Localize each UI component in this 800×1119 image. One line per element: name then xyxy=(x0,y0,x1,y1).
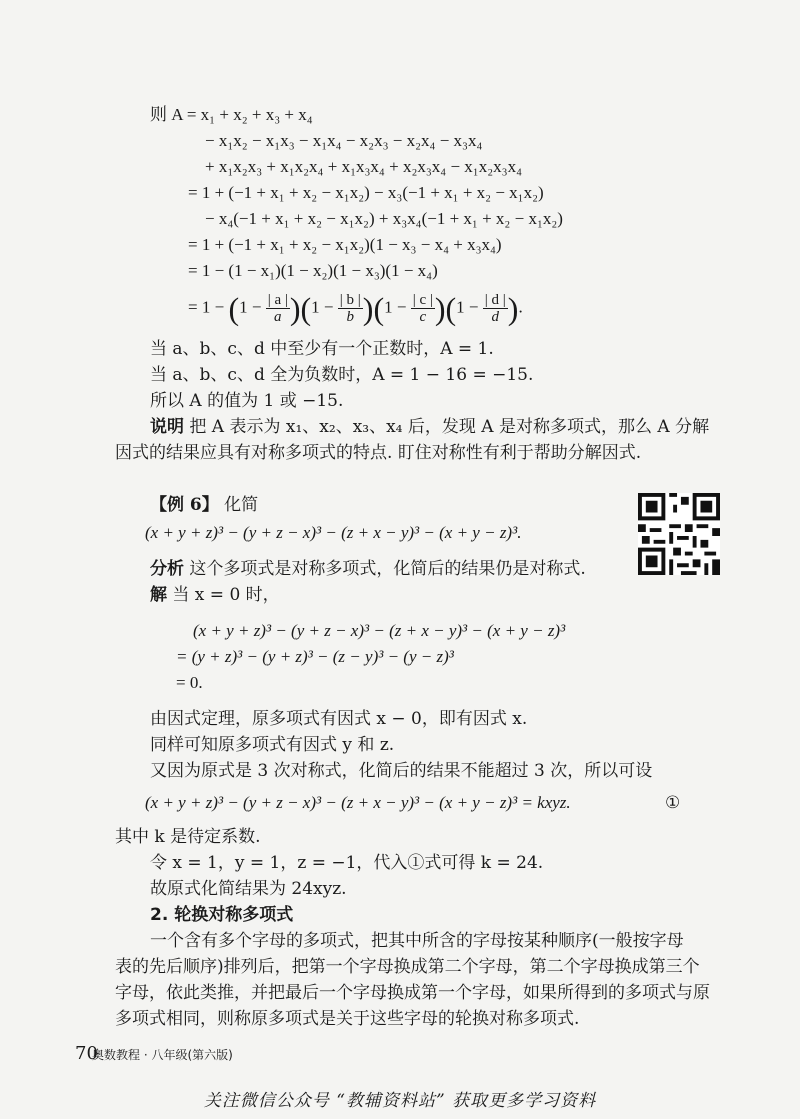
note-label: 说明 xyxy=(150,417,184,437)
derivation-final-line: = 1 − (1 − $\frac{| a |}{a}$ )(1 − $\frac{| b |}{b}$ )(1 − $\frac{| c |}{c}$ )(1 − $\frac{| d |}{d}$ ). xyxy=(188,290,523,327)
paragraph-line: 字母，依此类推，并把最后一个字母换成第一个字母，如果所得到的多项式与原 xyxy=(115,983,710,1003)
calc-line: (x + y + z)³ − (y + z − x)³ − (z + x − y)³ − (x + y − z)³ xyxy=(193,621,566,640)
footer-banner: 关注微信公众号 “教辅资料站” 获取更多学习资料 xyxy=(203,1091,597,1111)
body-line: 又因为原式是 3 次对称式，化简后的结果不能超过 3 次，所以可设 xyxy=(150,761,653,781)
derivation-line: 则 A = x₁ + x₂ + x₃ + x₄ xyxy=(150,105,313,124)
section-heading: 2. 轮换对称多项式 xyxy=(150,905,294,925)
solution-label: 解 xyxy=(150,585,167,605)
analysis-line: 分析 这个多项式是对称多项式，化简后的结果仍是对称式. xyxy=(150,559,586,579)
derivation-line: = 1 + (−1 + x₁ + x₂ − x₁x₂) − x₃(−1 + x₁ + x₂ − x₁x₂) xyxy=(188,183,544,202)
paragraph-line: 多项式相同，则称原多项式是关于这些字母的轮换对称多项式. xyxy=(115,1009,580,1029)
example-heading xyxy=(150,494,258,516)
paragraph-line: 一个含有多个字母的多项式，把其中所含的字母按某种顺序(一般按字母 xyxy=(150,931,684,951)
fraction: $\frac{| b |}{b}$ xyxy=(339,292,361,325)
note-continuation: 因式的结果应具有对称多项式的特点. 盯住对称性有利于帮助分解因式. xyxy=(115,443,642,463)
example-title: 化简 xyxy=(218,495,259,515)
body-line: 令 x = 1，y = 1，z = −1，代入①式可得 k = 24. xyxy=(150,853,544,873)
derivation-line: = 1 + (−1 + x₁ + x₂ − x₁x₂)(1 − x₃ − x₄ + x₃x₄) xyxy=(188,235,502,254)
fraction: $\frac{| a |}{a}$ xyxy=(267,292,288,325)
qr-code xyxy=(638,493,720,575)
derivation-line: − x₄(−1 + x₁ + x₂ − x₁x₂) + x₃x₄(−1 + x₁ + x₂ − x₁x₂) xyxy=(205,209,563,228)
calc-line: = (y + z)³ − (y + z)³ − (z − y)³ − (y − z)³ xyxy=(176,647,454,666)
note-text: 把 A 表示为 x₁、x₂、x₃、x₄ 后，发现 A 是对称多项式，那么 A 分解 xyxy=(184,417,710,437)
fraction: $\frac{| c |}{c}$ xyxy=(412,292,433,325)
paragraph-line: 表的先后顺序)排列后，把第一个字母换成第二个字母，第二个字母换成第三个 xyxy=(115,957,700,977)
conclusion-line: 所以 A 的值为 1 或 −15. xyxy=(150,391,344,411)
example-expression: (x + y + z)³ − (y + z − x)³ − (z + x − y)³ − (x + y − z)³. xyxy=(145,523,522,542)
body-line: 故原式化简结果为 24xyz. xyxy=(150,879,347,899)
derivation-line: − x₁x₂ − x₁x₃ − x₁x₄ − x₂x₃ − x₂x₄ − x₃x₄ xyxy=(205,131,483,150)
final-lead: = 1 − xyxy=(188,297,225,317)
note-paragraph xyxy=(150,416,709,438)
fraction: $\frac{| d |}{d}$ xyxy=(484,292,506,325)
body-line: 由因式定理，原多项式有因式 x − 0，即有因式 x. xyxy=(150,709,528,729)
equation-line: (x + y + z)³ − (y + z − x)³ − (z + x − y)³ − (x + y − z)³ = kxyz. xyxy=(145,793,571,812)
example-label: 【例 6】 xyxy=(150,495,219,515)
calc-line: = 0. xyxy=(176,673,203,692)
book-title: 奥数教程 · 八年级(第六版) xyxy=(92,1048,233,1062)
conclusion-line: 当 a、b、c、d 中至少有一个正数时，A = 1. xyxy=(150,339,494,359)
body-line: 其中 k 是待定系数. xyxy=(115,827,261,847)
derivation-line: = 1 − (1 − x₁)(1 − x₂)(1 − x₃)(1 − x₄) xyxy=(188,261,438,280)
body-line: 同样可知原多项式有因式 y 和 z. xyxy=(150,735,395,755)
conclusion-line: 当 a、b、c、d 全为负数时，A = 1 − 16 = −15. xyxy=(150,365,534,385)
solution-line: 解 当 x = 0 时， xyxy=(150,585,280,605)
derivation-line: + x₁x₂x₃ + x₁x₂x₄ + x₁x₃x₄ + x₂x₃x₄ − x₁x₂x₃x₄ xyxy=(205,157,523,176)
equation-tag: ① xyxy=(665,793,681,813)
page-number: 70 xyxy=(75,1043,98,1064)
analysis-label: 分析 xyxy=(150,559,184,579)
